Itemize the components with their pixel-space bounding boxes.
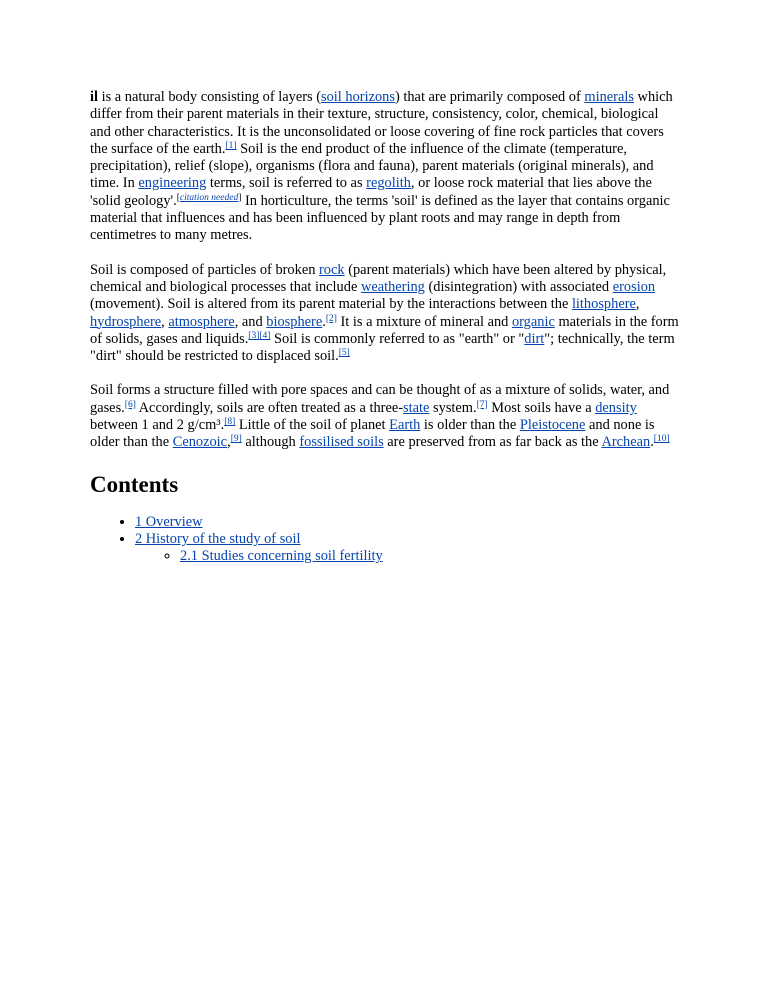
reference-6[interactable]: [6] [124,399,136,410]
link-dirt[interactable]: dirt [524,330,545,347]
contents-heading: Contents [90,471,179,497]
intro-paragraph: il is a natural body consisting of layers (soil horizons) that are primarily composed of minerals which differ from their parent materials in their texture, structure, consistency, color, chemical, biological and other characteristics. It is the unconsolidated or loose covering of fine rock particles that covers the surface of the earth.[1] Soil is the end product of the influence of the climate (temperature, precipitation), relief (slope), organisms (flora and fauna), parent materials (original minerals), and time. In engineering terms, soil is referred to as regolith, or loose rock material that lies above the 'solid geology'.[citation needed] In horticulture, the terms 'soil' is defined as the layer that contains organic material that influences and has been influenced by plant roots and may range in depth from centimetres to many metres. [90,89,673,244]
contents-item-overview [135,514,680,531]
link-engineering[interactable]: engineering [138,175,207,192]
link-archean[interactable]: Archean [601,434,651,451]
contents-link-soil-fertility[interactable]: 2.1 Studies concerning soil fertility [180,548,383,565]
link-state[interactable]: state [403,399,430,416]
citation-needed[interactable]: [citation needed] [176,192,242,203]
contents-item-history [135,531,680,566]
article-page [90,89,680,566]
contents-sublist [135,548,680,565]
link-minerals[interactable]: minerals [584,89,634,105]
link-cenozoic[interactable]: Cenozoic [172,434,228,451]
contents-link-history[interactable]: 2 History of the study of soil [135,530,301,547]
reference-10[interactable]: [10] [653,434,670,445]
link-pleistocene[interactable]: Pleistocene [519,417,586,434]
structure-paragraph: Soil forms a structure filled with pore spaces and can be thought of as a mixture of solids, water, and gases.[6] Accordingly, soils are often treated as a three-state system.[7] Most soils have a density between 1 and 2 g/cm³.[8] Little of the soil of planet Earth is older than the Pleistocene and none is older than the Cenozoic,[9] although fossilised soils are preserved from as far back as the Archean.[10] [90,382,670,451]
reference-1[interactable]: [1] [225,140,237,151]
link-biosphere[interactable]: biosphere [266,313,323,330]
contents-link-overview[interactable]: 1 Overview [135,513,203,530]
link-regolith[interactable]: regolith [366,175,411,192]
link-fossilised-soils[interactable]: fossilised soils [299,434,384,451]
contents-item-soil-fertility [180,548,680,565]
link-erosion[interactable]: erosion [612,278,656,295]
reference-7[interactable]: [7] [476,399,488,410]
composition-paragraph: Soil is composed of particles of broken rock (parent materials) which have been altered by physical, chemical and biological processes that include weathering (disintegration) with associated erosion (movement). Soil is altered from its parent material by the interactions between the lithosphere, hydrosphere, atmosphere, and biosphere.[2] It is a mixture of mineral and organic materials in the form of solids, gases and liquids.[3][4] Soil is commonly referred to as "earth" or "dirt"; technically, the term "dirt" should be restricted to displaced soil.[5] [90,261,679,365]
reference-9[interactable]: [9] [230,434,242,445]
reference-3[interactable]: [3] [248,330,260,341]
reference-4[interactable]: [4] [259,330,271,341]
contents-list [90,514,680,566]
link-rock[interactable]: rock [319,261,345,278]
reference-5[interactable]: [5] [338,348,350,359]
link-weathering[interactable]: weathering [360,278,425,295]
link-organic[interactable]: organic [511,313,555,330]
link-atmosphere[interactable]: atmosphere [168,313,235,330]
lead-bold-text: il [90,89,98,105]
reference-2[interactable]: [2] [325,313,337,324]
link-lithosphere[interactable]: lithosphere [571,296,636,313]
link-citation-needed[interactable]: citation needed [179,192,239,203]
link-density[interactable]: density [595,399,637,416]
link-earth[interactable]: Earth [389,417,421,434]
link-soil-horizons[interactable]: soil horizons [321,89,395,105]
reference-8[interactable]: [8] [224,417,236,428]
link-hydrosphere[interactable]: hydrosphere [90,313,162,330]
